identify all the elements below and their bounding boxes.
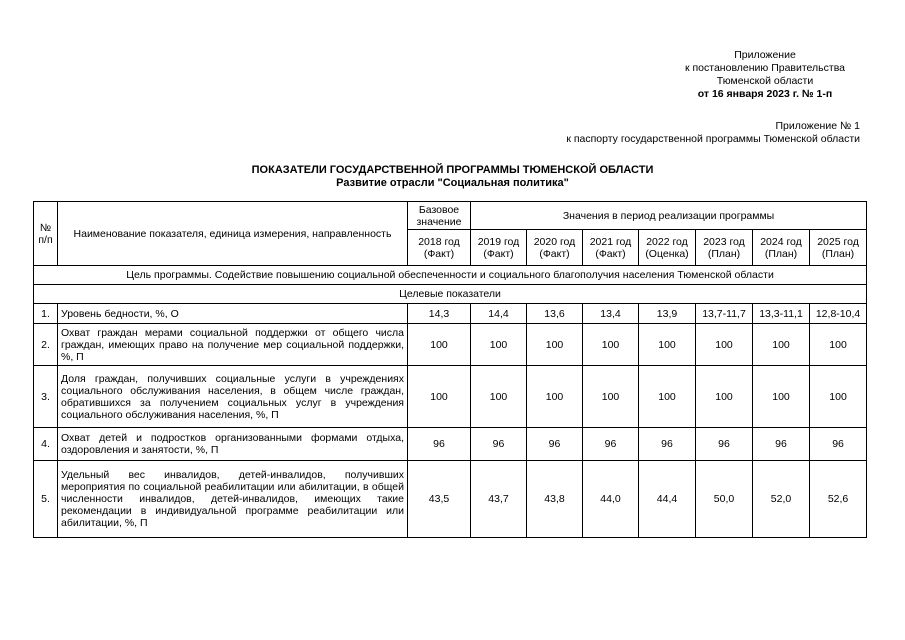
value-cell: 100	[408, 324, 471, 366]
year-label: 2021 год	[589, 235, 632, 248]
value-cell: 96	[408, 428, 471, 461]
value-cell: 100	[471, 324, 527, 366]
value-cell: 96	[753, 428, 810, 461]
value-cell: 43,5	[408, 461, 471, 538]
header-line-1: Приложение	[734, 49, 796, 61]
value-cell: 96	[527, 428, 583, 461]
value-cell: 50,0	[696, 461, 753, 538]
row-number: 1.	[34, 304, 58, 324]
value-cell: 13,7-11,7	[696, 304, 753, 324]
year-header-6	[753, 230, 810, 266]
value-cell: 100	[527, 324, 583, 366]
header-line-3: Тюменской области	[716, 75, 814, 87]
row-number: 5.	[34, 461, 58, 538]
row-number: 4.	[34, 428, 58, 461]
value-cell: 100	[696, 366, 753, 428]
row-number: 3.	[34, 366, 58, 428]
table-row	[34, 461, 867, 538]
target-indicators-label: Целевые показатели	[34, 285, 867, 304]
value-cell: 100	[753, 366, 810, 428]
year-label: 2024 год	[760, 235, 802, 248]
appendix-line-1: Приложение № 1	[775, 120, 860, 132]
year-header-3	[583, 230, 639, 266]
header-line-2: к постановлению Правительства	[684, 62, 846, 74]
table-row	[34, 324, 867, 366]
col-base-header: Базовое значение	[408, 202, 471, 230]
value-cell: 100	[471, 366, 527, 428]
year-kind: (Оценка)	[645, 247, 689, 260]
header-line-4: от 16 января 2023 г. № 1-п	[697, 88, 833, 100]
document-title	[0, 164, 905, 190]
indicator-name: Охват детей и подростков организованными формами отдыха, оздоровления и занятости, %, П	[58, 428, 408, 461]
year-label: 2022 год	[646, 235, 688, 248]
year-header-0	[408, 230, 471, 266]
year-header-4	[639, 230, 696, 266]
appendix-header	[566, 120, 860, 146]
resolution-header	[650, 49, 880, 101]
value-cell: 100	[639, 366, 696, 428]
value-cell: 14,4	[471, 304, 527, 324]
year-kind: (Факт)	[483, 247, 514, 260]
year-kind: (Факт)	[423, 247, 455, 260]
col-name-header: Наименование показателя, единица измерения, направленность	[58, 202, 408, 266]
value-cell: 12,8-10,4	[810, 304, 867, 324]
col-period-header: Значения в период реализации программы	[471, 202, 867, 230]
value-cell: 100	[810, 324, 867, 366]
value-cell: 13,3-11,1	[753, 304, 810, 324]
year-label: 2019 год	[477, 235, 520, 248]
year-kind: (Факт)	[539, 247, 570, 260]
title-line-1: ПОКАЗАТЕЛИ ГОСУДАРСТВЕННОЙ ПРОГРАММЫ ТЮМЕНСКОЙ ОБЛАСТИ	[251, 164, 654, 176]
value-cell: 96	[583, 428, 639, 461]
value-cell: 100	[408, 366, 471, 428]
indicator-name: Уровень бедности, %, О	[58, 304, 408, 324]
program-goal: Цель программы. Содействие повышению социальной обеспеченности и социального благополучия населения Тюменской области	[34, 266, 867, 285]
year-label: 2023 год	[703, 235, 745, 248]
value-cell: 100	[696, 324, 753, 366]
value-cell: 96	[696, 428, 753, 461]
year-header-1	[471, 230, 527, 266]
value-cell: 14,3	[408, 304, 471, 324]
value-cell: 43,8	[527, 461, 583, 538]
year-kind: (План)	[764, 247, 798, 260]
value-cell: 96	[471, 428, 527, 461]
value-cell: 13,6	[527, 304, 583, 324]
year-header-2	[527, 230, 583, 266]
year-kind: (План)	[821, 247, 855, 260]
row-number: 2.	[34, 324, 58, 366]
value-cell: 100	[583, 366, 639, 428]
table-row	[34, 304, 867, 324]
value-cell: 96	[810, 428, 867, 461]
value-cell: 43,7	[471, 461, 527, 538]
year-label: 2020 год	[533, 235, 576, 248]
value-cell: 52,6	[810, 461, 867, 538]
appendix-line-2: к паспорту государственной программы Тюменской области	[566, 133, 860, 145]
value-cell: 100	[810, 366, 867, 428]
value-cell: 52,0	[753, 461, 810, 538]
year-kind: (План)	[707, 247, 741, 260]
value-cell: 44,4	[639, 461, 696, 538]
title-line-2: Развитие отрасли "Социальная политика"	[336, 177, 569, 189]
value-cell: 13,9	[639, 304, 696, 324]
value-cell: 100	[527, 366, 583, 428]
value-cell: 100	[753, 324, 810, 366]
indicators-table	[33, 201, 867, 538]
value-cell: 100	[583, 324, 639, 366]
indicator-name: Доля граждан, получивших социальные услуги в учреждениях социального обслуживания населения, в общем числе граждан, обратившихся за получением социальных услуг в учреждения социального обслуживания населения, %, П	[58, 366, 408, 428]
table-row	[34, 366, 867, 428]
year-header-5	[696, 230, 753, 266]
value-cell: 100	[639, 324, 696, 366]
year-label: 2025 год	[817, 235, 859, 248]
indicator-rows	[34, 304, 867, 538]
table-row	[34, 428, 867, 461]
value-cell: 96	[639, 428, 696, 461]
value-cell: 13,4	[583, 304, 639, 324]
value-cell: 44,0	[583, 461, 639, 538]
year-kind: (Факт)	[595, 247, 626, 260]
indicator-name: Охват граждан мерами социальной поддержки от общего числа граждан, имеющих право на получение мер социальной поддержки, %, П	[58, 324, 408, 366]
year-header-7	[810, 230, 867, 266]
col-num-header: № п/п	[34, 202, 58, 266]
year-label: 2018 год	[418, 235, 460, 248]
indicator-name: Удельный вес инвалидов, детей-инвалидов, получивших мероприятия по социальной реабилитации или абилитации, в общей численности инвалидов, детей-инвалидов, имеющих такие рекомендации в индивидуальной программе реабилитации или абилитации, %, П	[58, 461, 408, 538]
